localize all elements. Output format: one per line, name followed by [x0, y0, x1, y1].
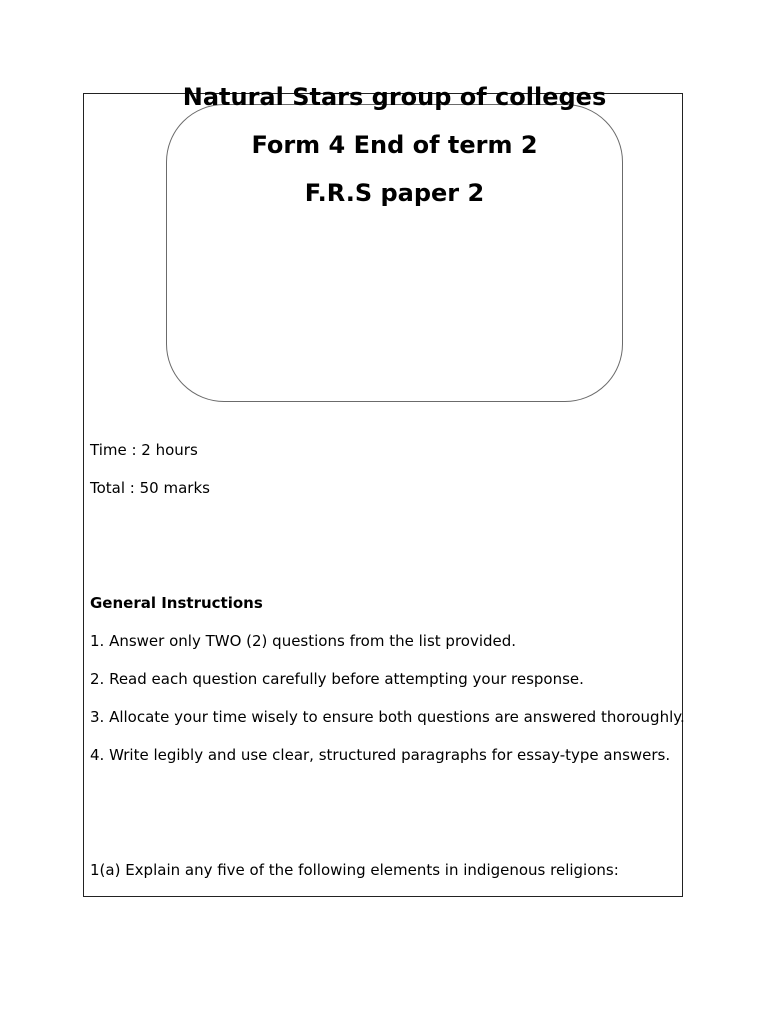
total-marks: Total : 50 marks: [90, 479, 210, 497]
instruction-item: 2. Read each question carefully before attempting your response.: [90, 670, 584, 688]
paper-title: F.R.S paper 2: [304, 179, 485, 207]
title-block: [166, 80, 623, 210]
time-allowed: Time : 2 hours: [90, 441, 198, 459]
instruction-item: 1. Answer only TWO (2) questions from the list provided.: [90, 632, 517, 650]
school-name: Natural Stars group of colleges: [182, 83, 607, 111]
question-1a: 1(a) Explain any five of the following elements in indigenous religions:: [90, 861, 619, 879]
instruction-item: 3. Allocate your time wisely to ensure both questions are answered thoroughly.: [90, 708, 685, 726]
instruction-item: 4. Write legibly and use clear, structured paragraphs for essay-type answers.: [90, 746, 671, 764]
exam-title: Form 4 End of term 2: [251, 131, 538, 159]
instructions-heading: General Instructions: [90, 594, 263, 612]
